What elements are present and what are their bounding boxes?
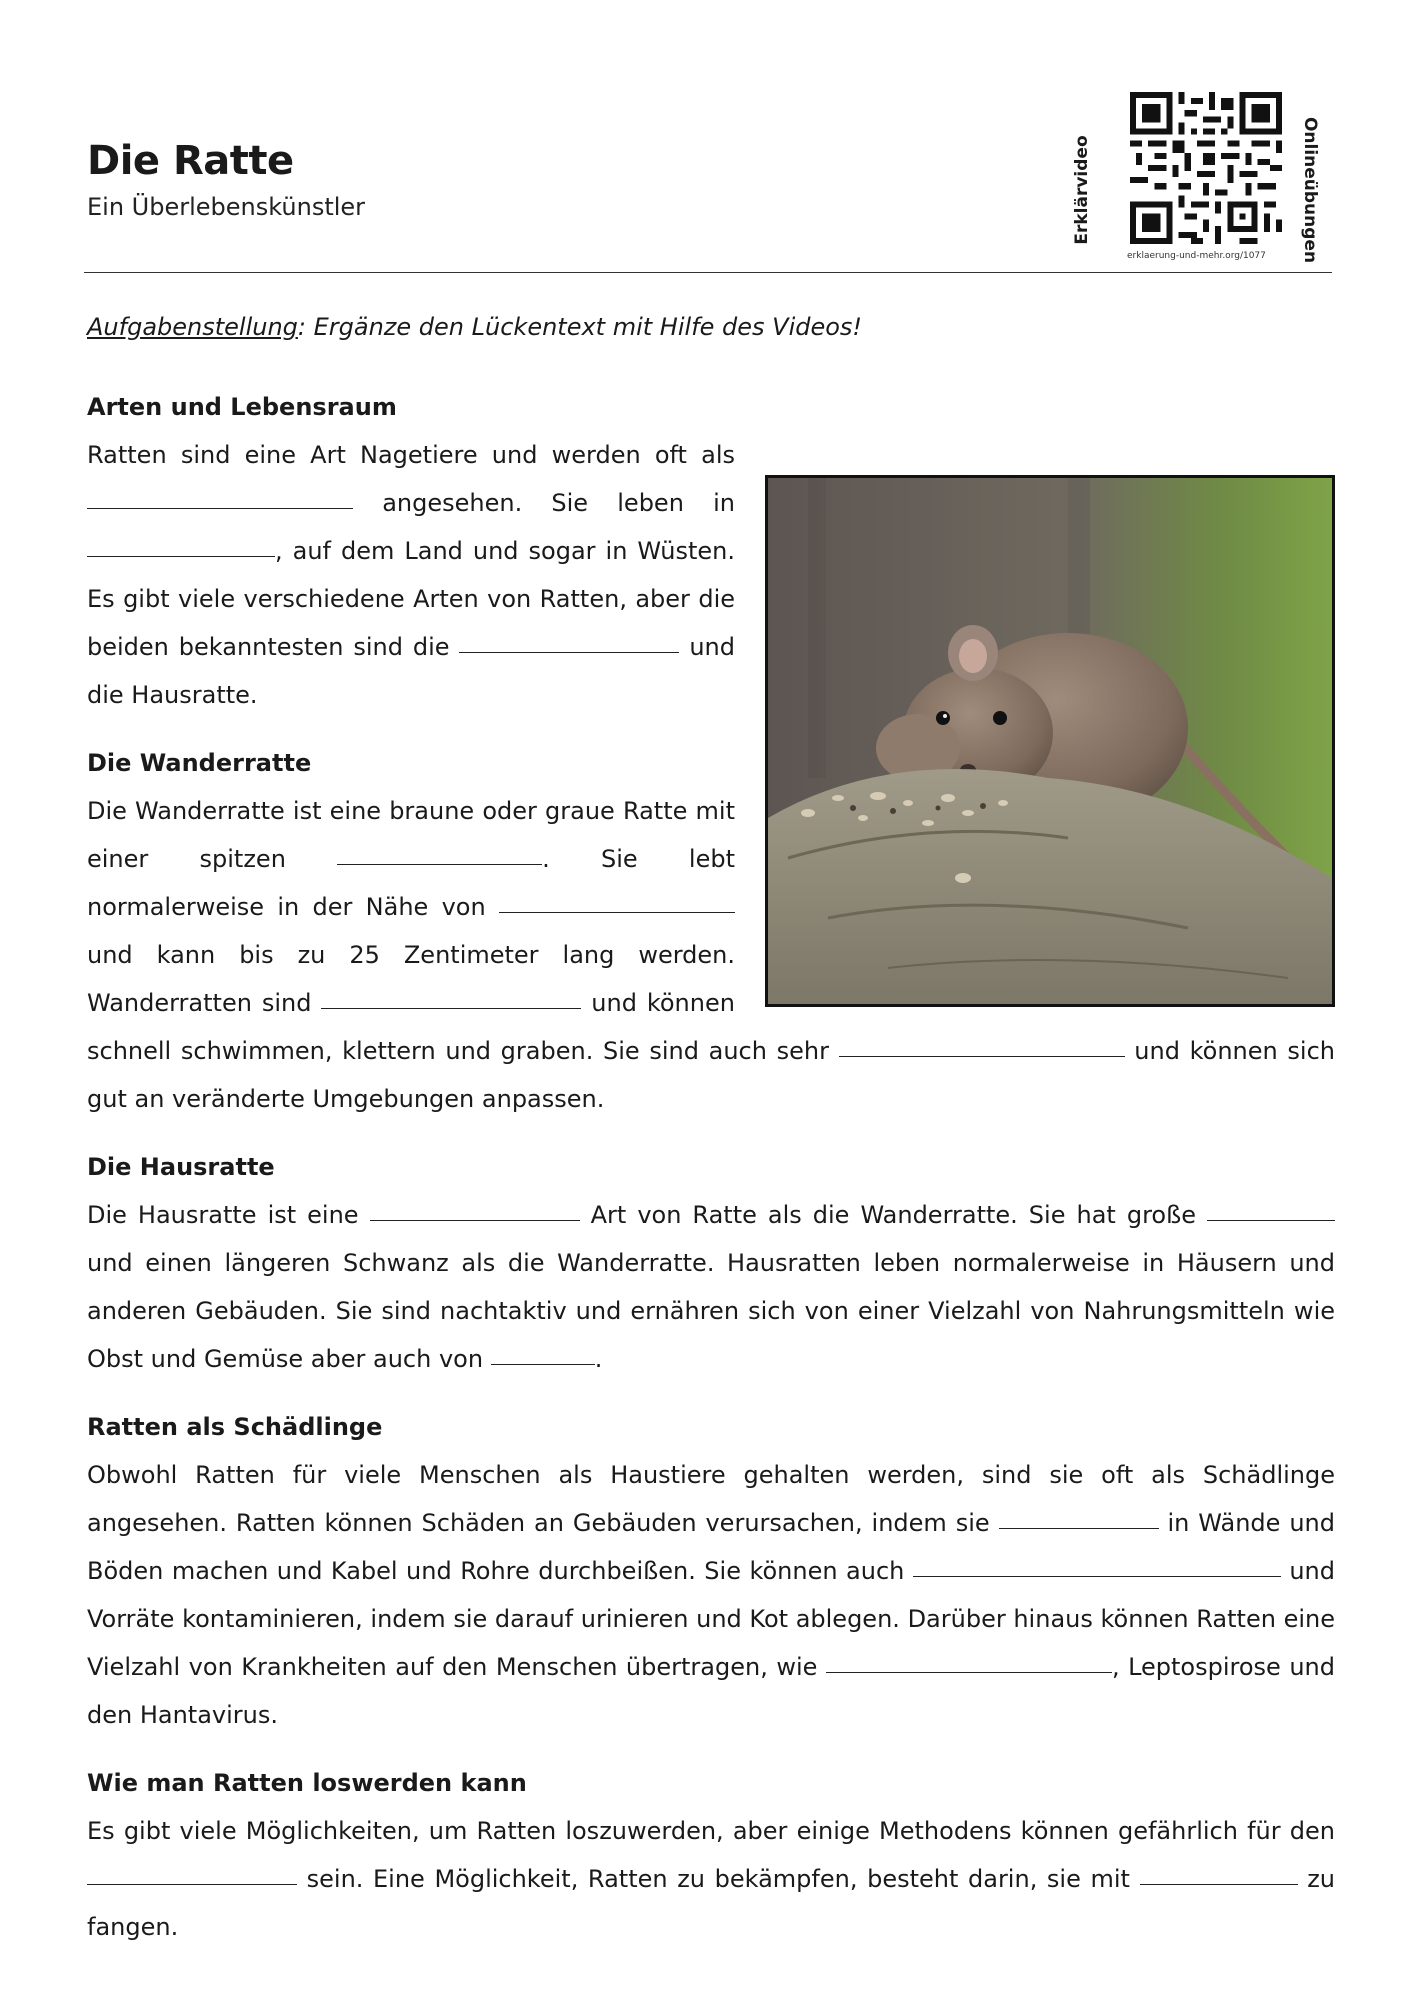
heading-arten-und-lebensraum: Arten und Lebensraum [87, 393, 397, 421]
text-segment: . [594, 1345, 603, 1373]
heading-die-hausratte: Die Hausratte [87, 1153, 275, 1181]
text-segment: Ratten sind eine Art Nagetiere und werden oft als [87, 441, 735, 469]
gap-blank[interactable] [337, 836, 542, 865]
text-segment: und können schnell schwimmen, klettern und graben. Sie sind auch sehr [87, 989, 829, 1065]
text-segment: sein. Eine Möglichkeit, Ratten zu bekämpfen, besteht darin, sie mit [306, 1865, 1130, 1893]
gap-blank[interactable] [1140, 1856, 1298, 1885]
paragraph-die-hausratte [87, 1191, 1335, 1383]
gap-blank[interactable] [913, 1548, 1281, 1577]
page-subtitle: Ein Überlebenskünstler [87, 193, 366, 221]
text-segment: Die Hausratte ist eine [87, 1201, 359, 1229]
gap-blank[interactable] [459, 624, 679, 653]
text-segment: . Sie lebt normalerweise in der Nähe von [87, 845, 735, 921]
header-divider [84, 272, 1332, 273]
text-segment: in Wände und Böden machen und Kabel und Rohre durchbeißen. Sie können auch [87, 1509, 1335, 1585]
text-segment: und einen längeren Schwanz als die Wanderratte. Hausratten leben normalerweise in Häusern und anderen Gebäuden. Sie sind nachtaktiv und ernähren sich von einer Vielzahl von Nahrungsmitteln wie Obst und Gemüse aber auch von [87, 1249, 1335, 1373]
text-segment: zu fangen. [87, 1865, 1335, 1941]
text-segment: Es gibt viele Möglichkeiten, um Ratten loszuwerden, aber einige Methodens können gefährlich für den [87, 1817, 1335, 1845]
text-segment: Obwohl Ratten für viele Menschen als Haustiere gehalten werden, sind sie oft als Schädlinge angesehen. Ratten können Schäden an Gebäuden verursachen, indem sie [87, 1461, 1335, 1537]
gap-blank[interactable] [499, 884, 735, 913]
heading-ratten-als-schaedlinge: Ratten als Schädlinge [87, 1413, 383, 1441]
text-segment: und können sich gut an veränderte Umgebungen anpassen. [87, 1037, 1335, 1113]
rat-photo [765, 475, 1335, 1007]
text-segment: , Leptospirose und den Hantavirus. [87, 1653, 1335, 1729]
task-label: Aufgabenstellung [87, 313, 298, 341]
text-segment: angesehen. Sie leben in [382, 489, 735, 517]
text-segment: und Vorräte kontaminieren, indem sie darauf urinieren und Kot ablegen. Darüber hinaus können Ratten eine Vielzahl von Krankheiten auf den Menschen übertragen, wie [87, 1557, 1335, 1681]
gap-blank[interactable] [999, 1500, 1159, 1529]
gap-blank[interactable] [87, 480, 353, 509]
task-instruction [87, 313, 862, 341]
heading-die-wanderratte: Die Wanderratte [87, 749, 312, 777]
gap-blank[interactable] [321, 980, 581, 1009]
heading-wie-man-ratten-loswerden-kann: Wie man Ratten loswerden kann [87, 1769, 527, 1797]
text-segment: , auf dem Land und sogar in Wüsten. Es gibt viele verschiedene Arten von Ratten, aber die beiden bekanntesten sind die [87, 537, 735, 661]
gap-blank[interactable] [826, 1644, 1112, 1673]
text-segment: und kann bis zu 25 Zentimeter lang werden. Wanderratten sind [87, 941, 735, 1017]
text-segment: Art von Ratte als die Wanderratte. Sie hat große [590, 1201, 1196, 1229]
gap-blank[interactable] [370, 1192, 580, 1221]
rat-image-icon [768, 478, 1332, 1004]
worksheet-content [87, 383, 1335, 1971]
qr-label-online-exercises: Onlineübungen [1300, 116, 1320, 264]
gap-blank[interactable] [87, 1856, 297, 1885]
paragraph-wie-man-ratten-loswerden-kann [87, 1807, 1335, 1951]
gap-blank[interactable] [87, 528, 275, 557]
task-text: : Ergänze den Lückentext mit Hilfe des Videos! [297, 313, 863, 341]
gap-blank[interactable] [1207, 1192, 1335, 1221]
text-segment: und die Hausratte. [87, 633, 735, 709]
page-title: Die Ratte [87, 138, 294, 184]
gap-blank[interactable] [839, 1028, 1125, 1057]
qr-url[interactable]: erklaerung-und-mehr.org/1077 [1127, 251, 1266, 261]
text-segment: Die Wanderratte ist eine braune oder graue Ratte mit einer spitzen [87, 797, 735, 873]
qr-label-explainer-video: Erklärvideo [1072, 135, 1092, 245]
paragraph-ratten-als-schaedlinge [87, 1451, 1335, 1739]
qr-code-icon[interactable] [1130, 92, 1282, 244]
gap-blank[interactable] [491, 1336, 595, 1365]
